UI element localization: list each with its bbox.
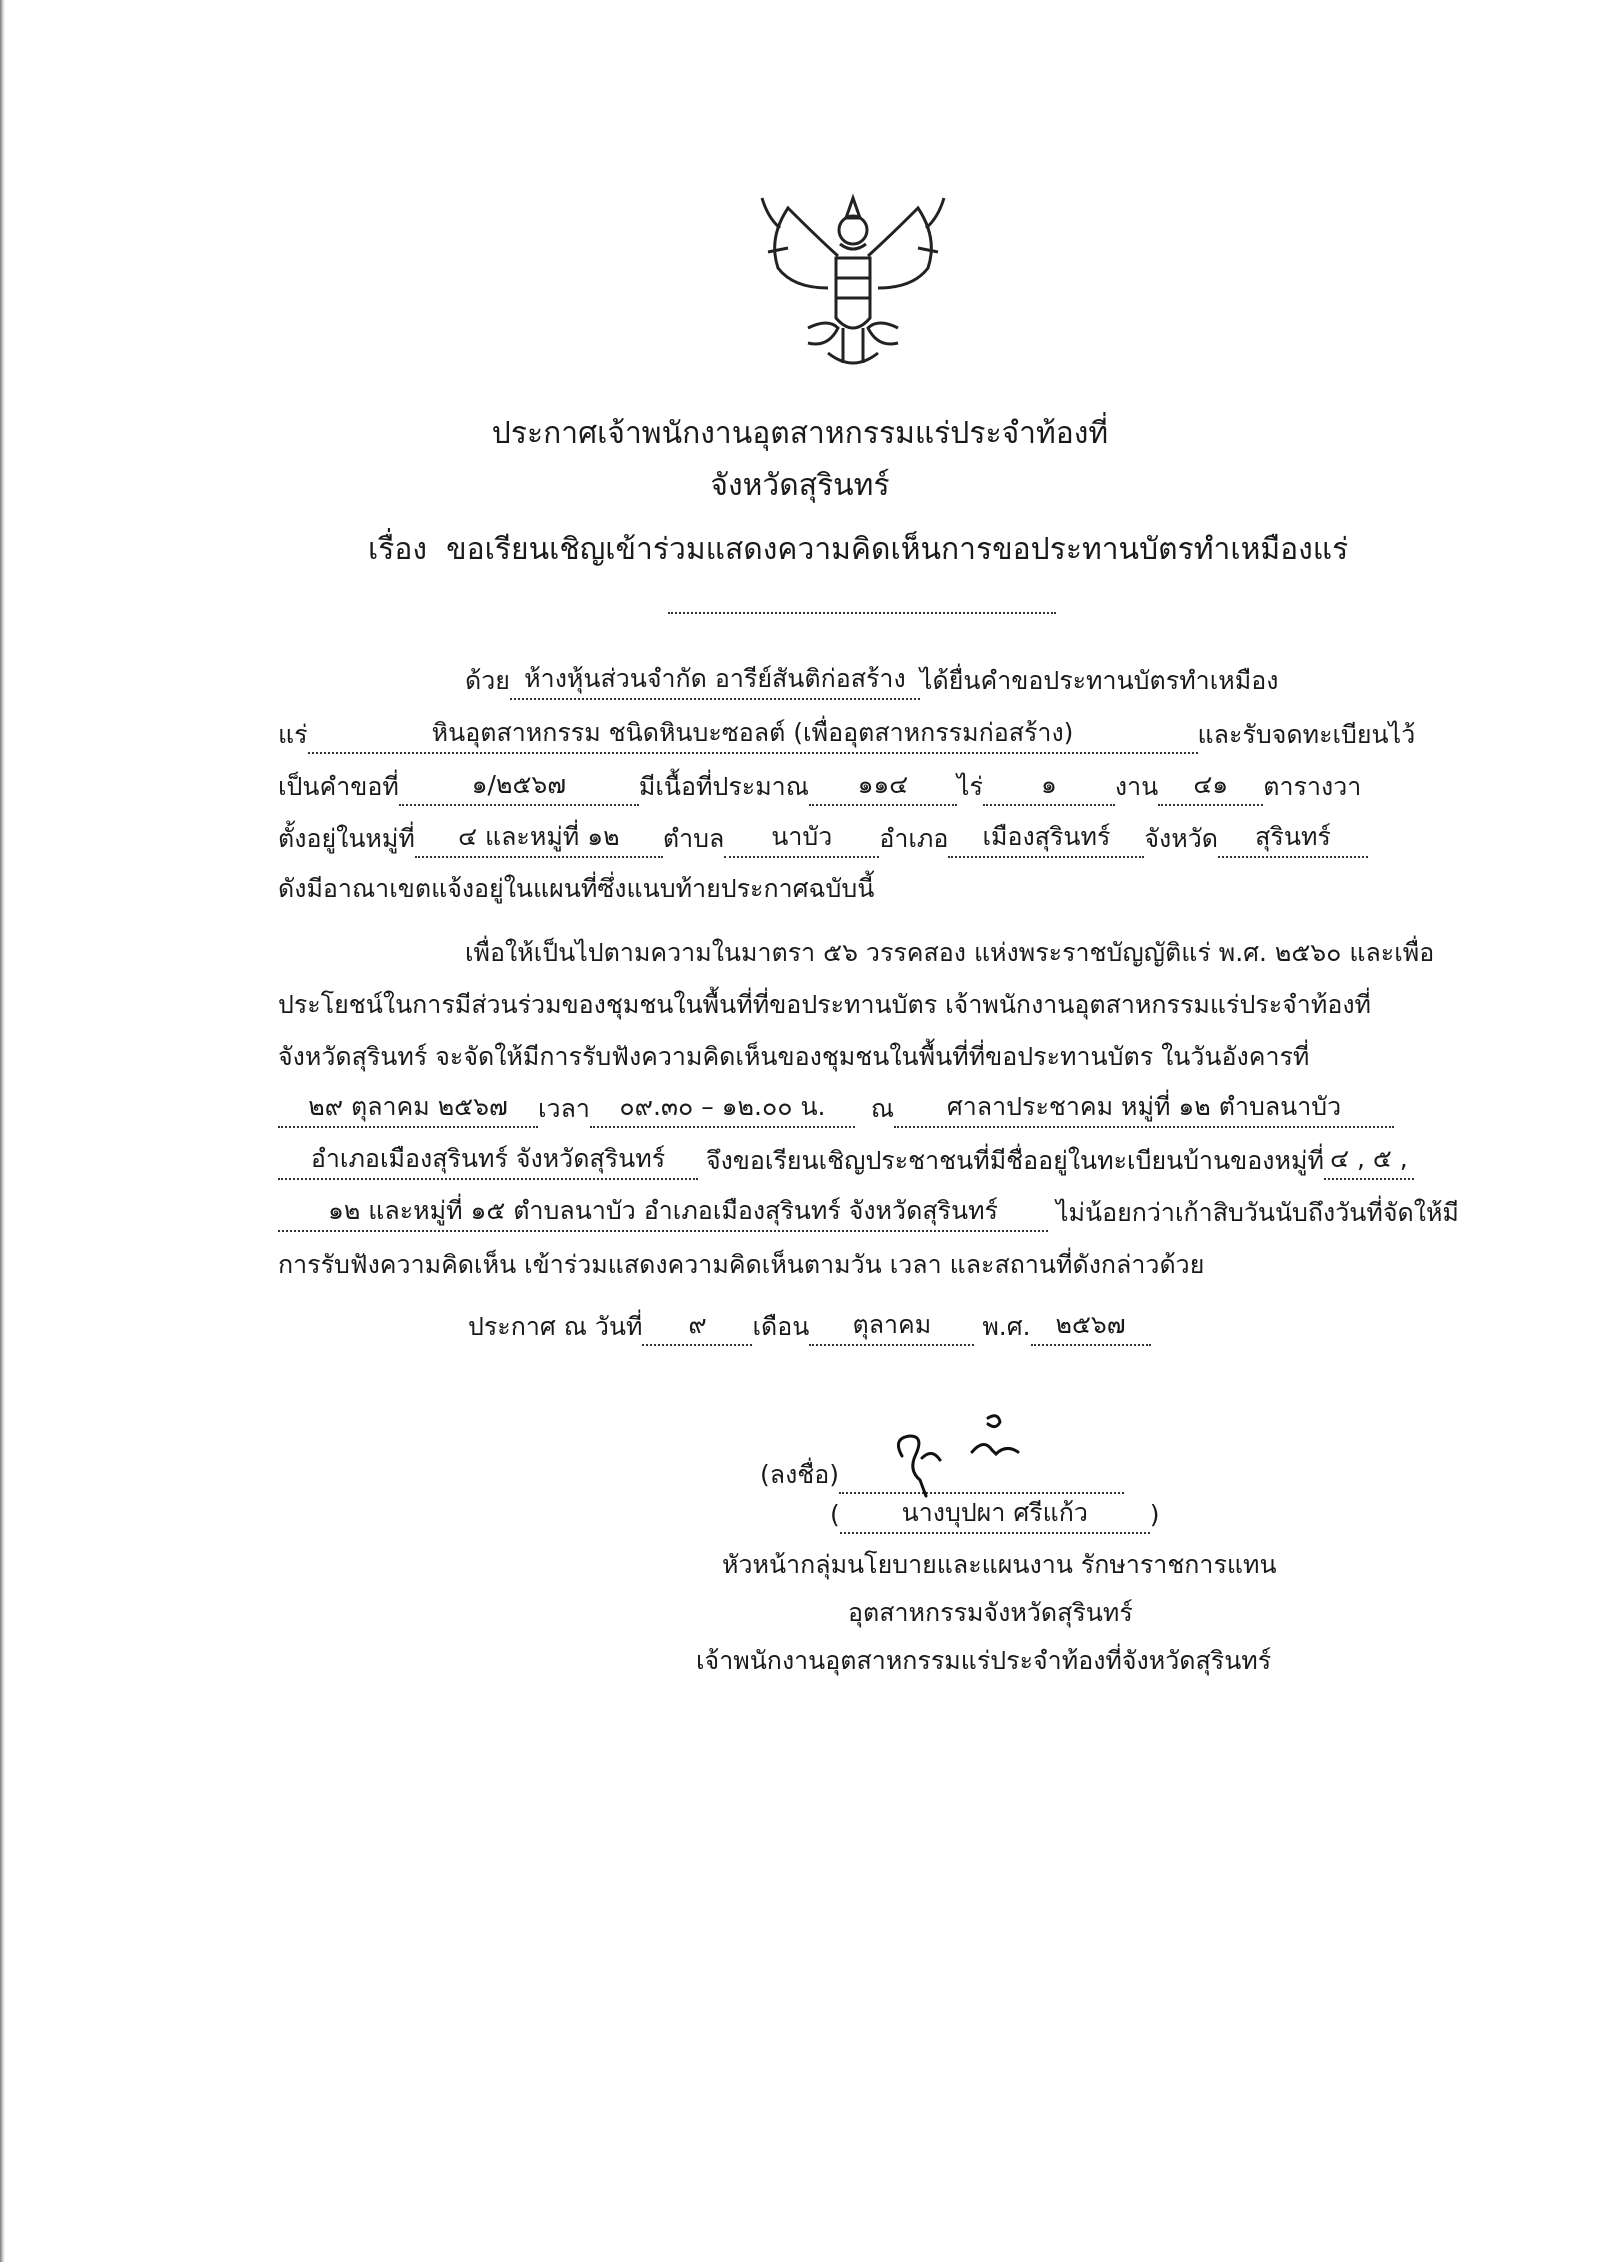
scan-edge-shadow [0, 0, 5, 2262]
village-field: ๔ และหมู่ที่ ๑๒ [415, 822, 663, 858]
title-line-2: จังหวัดสุรินทร์ [710, 468, 890, 503]
para1-text: มีเนื้อที่ประมาณ [638, 772, 809, 801]
name-paren: ( [830, 1500, 840, 1529]
title-line-1: ประกาศเจ้าพนักงานอุตสาหกรรมแร่ประจำท้องที่ [491, 416, 1109, 451]
villages-field-b: ๑๒ และหมู่ที่ ๑๕ ตำบลนาบัว อำเภอเมืองสุรินทร์ จังหวัดสุรินทร์ [278, 1196, 1048, 1232]
para1-text: อำเภอ [879, 824, 949, 853]
para2-line5 [278, 1144, 1414, 1180]
announce-text: พ.ศ. [982, 1312, 1031, 1341]
para1-text: และรับจดทะเบียนไว้ [1197, 720, 1416, 749]
date-field: ๒๙ ตุลาคม ๒๕๖๗ [278, 1092, 538, 1128]
district-field: เมืองสุรินทร์ [948, 822, 1144, 858]
para1-text: แร่ [278, 720, 308, 749]
applicant-field: ห้างหุ้นส่วนจำกัด อารีย์สันติก่อสร้าง [510, 664, 920, 700]
title-divider [668, 612, 1056, 614]
para1-line5: ดังมีอาณาเขตแจ้งอยู่ในแผนที่ซึ่งแนบท้ายประกาศฉบับนี้ [278, 874, 875, 903]
year-field: ๒๕๖๗ [1031, 1310, 1151, 1346]
day-field: ๙ [642, 1310, 752, 1346]
para1-text: ไร่ [956, 772, 983, 801]
para1-text: เป็นคำขอที่ [278, 772, 399, 801]
province-field: สุรินทร์ [1218, 822, 1368, 858]
para1-line2 [278, 718, 1415, 754]
subject-label: เรื่อง [368, 532, 428, 567]
signer-name: นางบุปผา ศรีแก้ว [840, 1498, 1150, 1534]
subject-line [368, 530, 1348, 570]
name-paren: ) [1149, 1500, 1160, 1529]
subject-text: ขอเรียนเชิญเข้าร่วมแสดงความคิดเห็นการขอประทานบัตรทำเหมืองแร่ [446, 532, 1349, 567]
para1-text: จังหวัด [1144, 824, 1219, 853]
announce-text: ประกาศ ณ วันที่ [468, 1312, 643, 1341]
area-wa-field: ๔๑ [1158, 770, 1263, 806]
para2-line4 [278, 1092, 1394, 1128]
para1-text: ตั้งอยู่ในหมู่ที่ [278, 824, 415, 853]
para1-line4 [278, 822, 1368, 858]
subdistrict-field: นาบัว [724, 822, 879, 858]
para2-text: เวลา [538, 1094, 590, 1123]
name-line [830, 1498, 1160, 1534]
para2-line6 [278, 1196, 1459, 1232]
para2-line2: ประโยชน์ในการมีส่วนร่วมของชุมชนในพื้นที่ที่ขอประทานบัตร เจ้าพนักงานอุตสาหกรรมแร่ประจำท้องที่ [278, 990, 1372, 1019]
para1-text: ตารางวา [1263, 772, 1362, 801]
area-rai-field: ๑๑๔ [809, 770, 957, 806]
para1-text: ได้ยื่นคำขอประทานบัตรทำเหมือง [919, 666, 1279, 695]
position-line2: อุตสาหกรรมจังหวัดสุรินทร์ [848, 1598, 1133, 1627]
para1-text: งาน [1114, 772, 1159, 801]
announce-line [468, 1310, 1151, 1346]
para2-text: จึงขอเรียนเชิญประชาชนที่มีชื่ออยู่ในทะเบียนบ้านของหมู่ที่ [705, 1146, 1324, 1175]
request-no-field: ๑/๒๕๖๗ [399, 770, 639, 806]
villages-field-a: ๔ , ๕ , [1324, 1144, 1414, 1180]
para2-text: ไม่น้อยกว่าเก้าสิบวันนับถึงวันที่จัดให้มี [1055, 1198, 1459, 1227]
para1-line1 [465, 664, 1278, 700]
handwritten-signature-icon [880, 1408, 1050, 1498]
month-field: ตุลาคม [809, 1310, 974, 1346]
para2-line1: เพื่อให้เป็นไปตามความในมาตรา ๕๖ วรรคสอง แห่งพระราชบัญญัติแร่ พ.ศ. ๒๕๖๐ และเพื่อ [465, 938, 1435, 967]
para2-line3: จังหวัดสุรินทร์ จะจัดให้มีการรับฟังความคิดเห็นของชุมชนในพื้นที่ที่ขอประทานบัตร ในวันอังคารที่ [278, 1042, 1310, 1071]
para1-text: ด้วย [465, 666, 510, 695]
position-line1: หัวหน้ากลุ่มนโยบายและแผนงาน รักษาราชการแทน [722, 1550, 1277, 1579]
place-field: ศาลาประชาคม หมู่ที่ ๑๒ ตำบลนาบัว [894, 1092, 1394, 1128]
announce-text: เดือน [752, 1312, 810, 1341]
area-ngan-field: ๑ [983, 770, 1115, 806]
para1-line3 [278, 770, 1361, 806]
place2-field: อำเภอเมืองสุรินทร์ จังหวัดสุรินทร์ [278, 1144, 698, 1180]
mineral-field: หินอุตสาหกรรม ชนิดหินบะซอลต์ (เพื่ออุตสาหกรรมก่อสร้าง) [308, 718, 1198, 754]
sign-label: (ลงชื่อ) [760, 1460, 840, 1489]
para1-text: ตำบล [662, 824, 725, 853]
garuda-emblem-icon [748, 178, 958, 378]
para2-text: ณ [870, 1094, 895, 1123]
position-line3: เจ้าพนักงานอุตสาหกรรมแร่ประจำท้องที่จังหวัดสุรินทร์ [696, 1646, 1272, 1675]
para2-line7: การรับฟังความคิดเห็น เข้าร่วมแสดงความคิดเห็นตามวัน เวลา และสถานที่ดังกล่าวด้วย [278, 1250, 1205, 1279]
time-field: ๐๙.๓๐ – ๑๒.๐๐ น. [590, 1092, 855, 1128]
